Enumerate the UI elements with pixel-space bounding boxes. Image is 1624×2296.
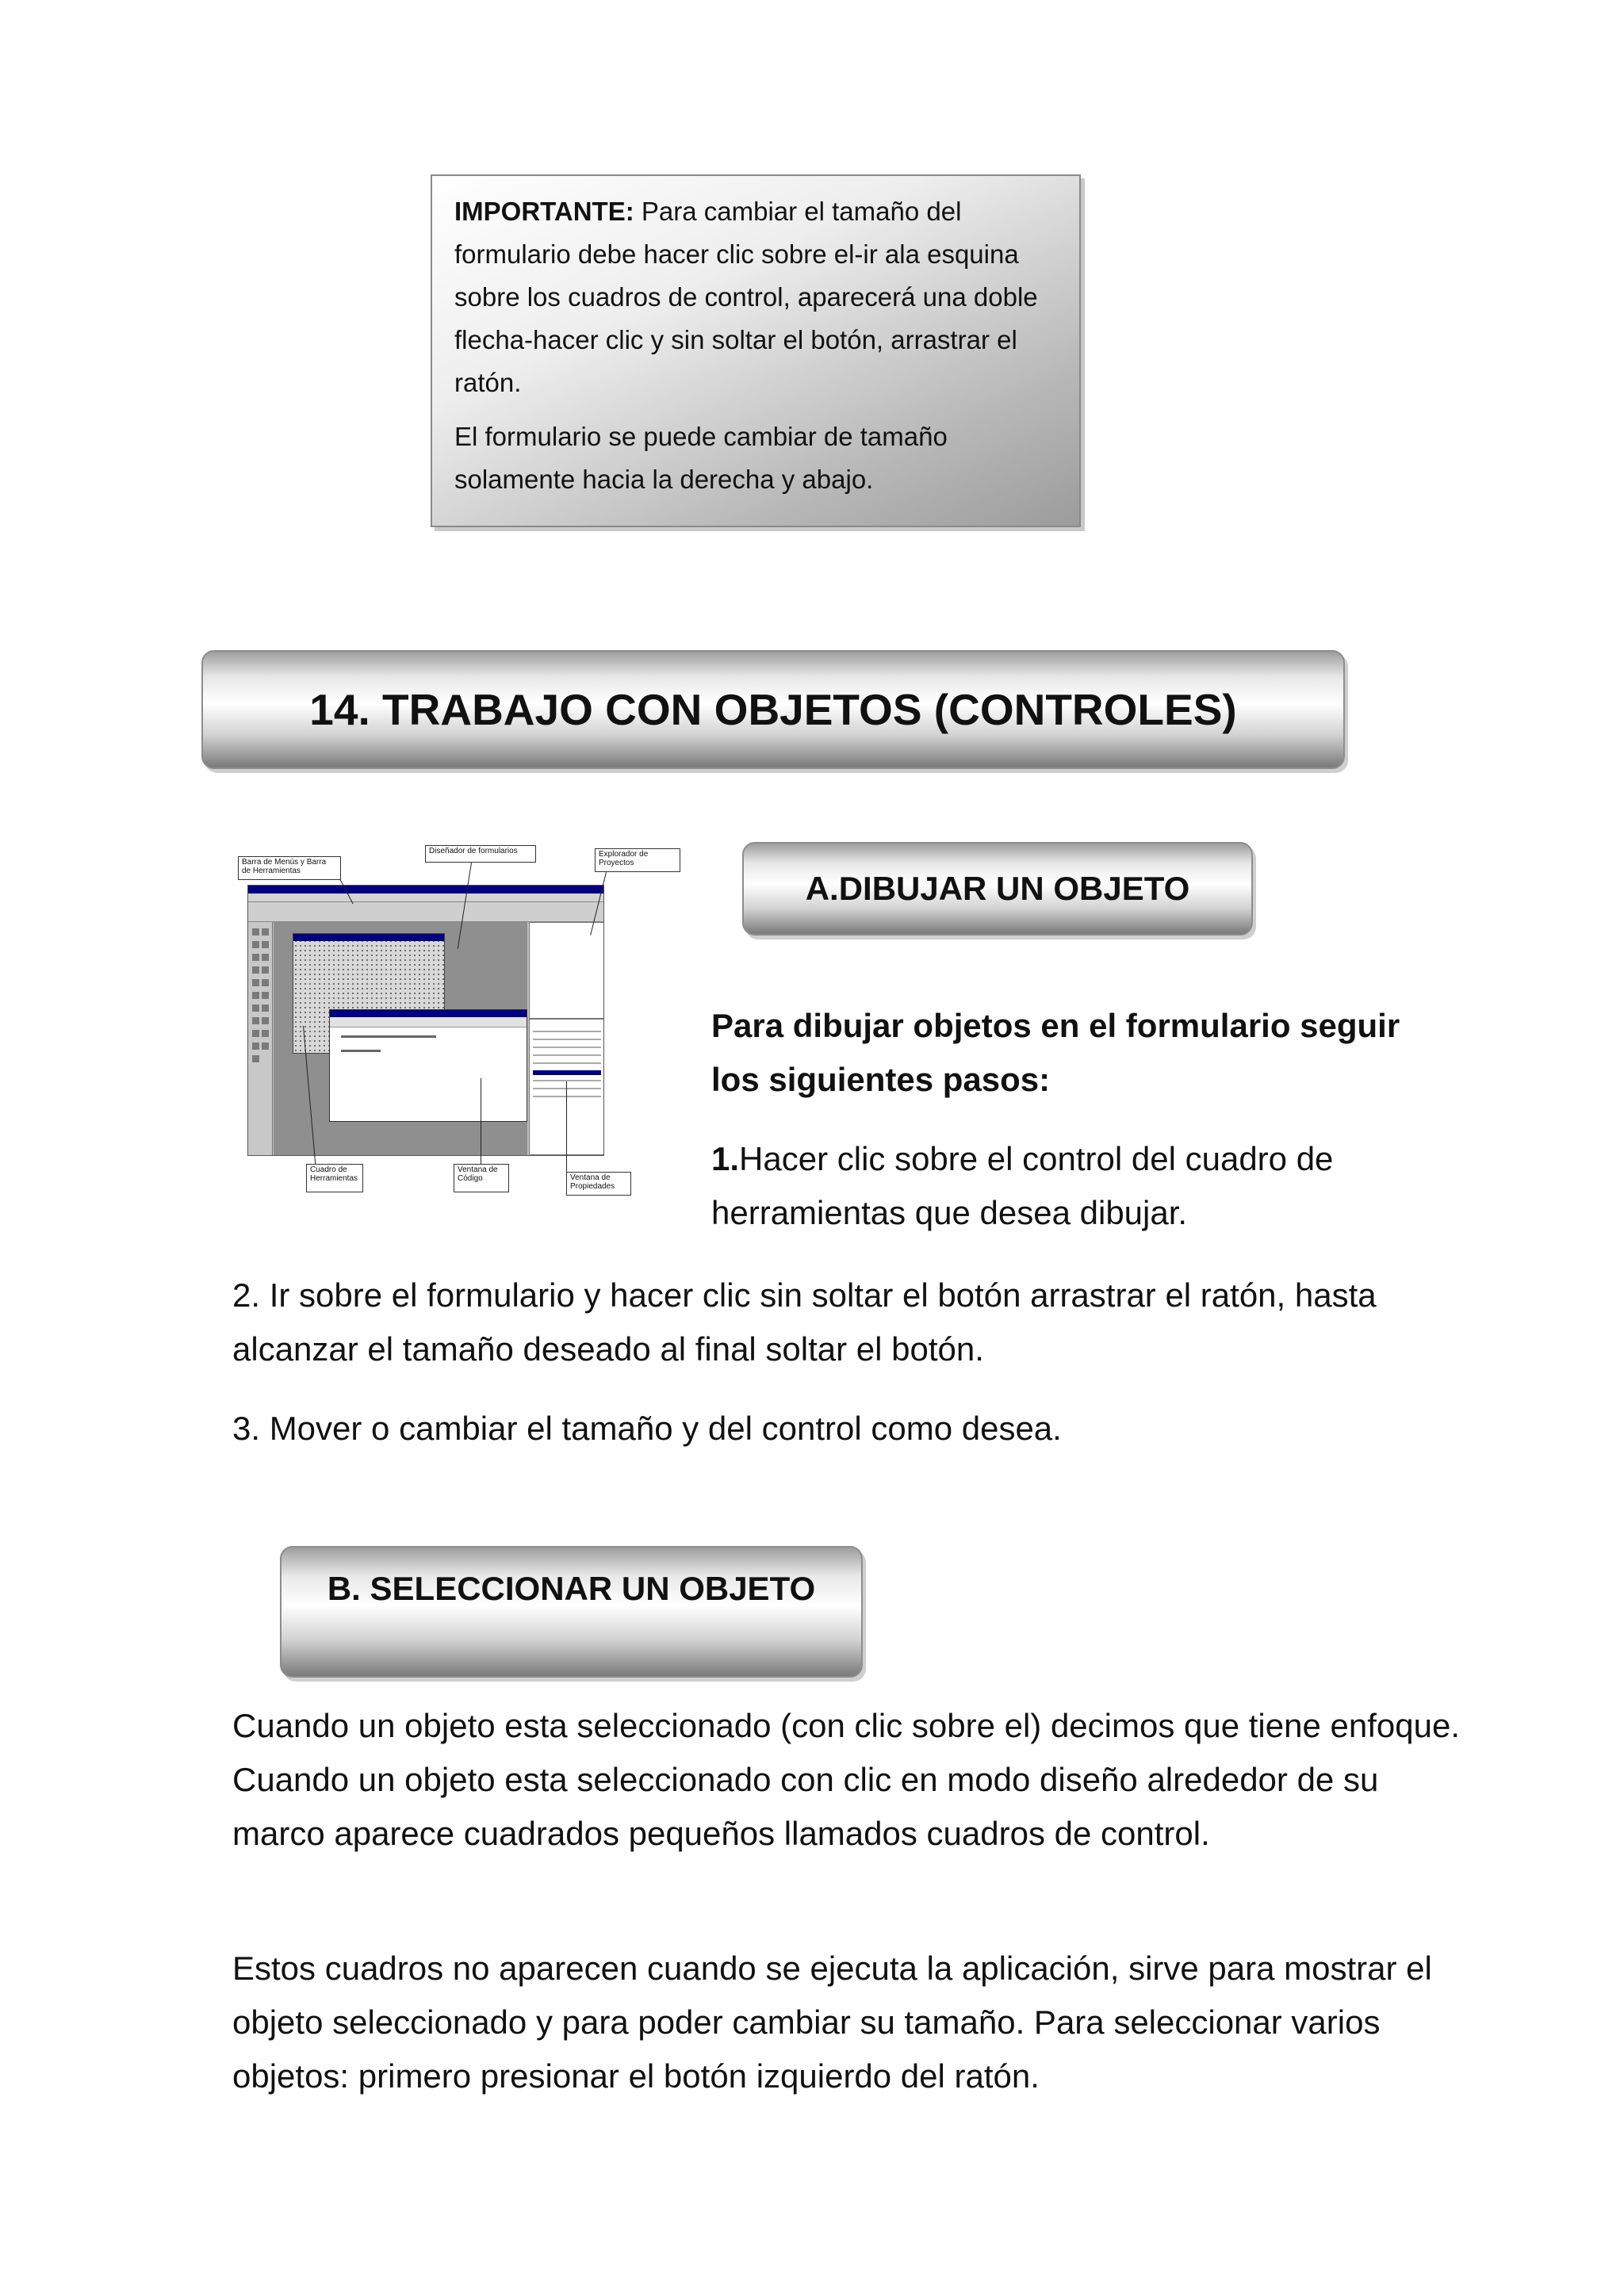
toolbox-checkbox-icon <box>252 966 259 974</box>
toolbox-image-icon <box>252 1043 259 1050</box>
vb-ide-screenshot <box>233 840 685 1197</box>
callout-toolbox: Cuadro de Herramientas <box>306 1164 363 1192</box>
toolbox-textbox-icon <box>262 941 269 948</box>
select-paragraph-1: Cuando un objeto esta seleccionado (con clic sobre el) decimos que tiene enfoque. Cuando un objeto esta seleccionado con clic en modo diseño alrededor de su marco aparece cuadrados pequeños llamados cuadros de control. <box>232 1707 1460 1852</box>
draw-intro-text: Para dibujar objetos en el formulario seguir los siguientes pasos: <box>711 1007 1400 1098</box>
toolbox-data-icon <box>262 1043 269 1050</box>
toolbox-vscroll-icon <box>262 992 269 999</box>
select-paragraph-2: Estos cuadros no aparecen cuando se ejecuta la aplicación, sirve para mostrar el objeto seleccionado y para poder cambiar su tamaño. Para seleccionar varios objetos: primero presionar el botón izquierdo del ratón. <box>232 1950 1432 2095</box>
callout-properties-window: Ventana de Propiedades <box>566 1172 631 1196</box>
props-row <box>533 1088 601 1089</box>
props-row <box>533 1039 601 1040</box>
props-row <box>533 1054 601 1056</box>
callout-code-window: Ventana de Código <box>454 1164 509 1192</box>
code-line <box>341 1050 381 1052</box>
ide-title-bar <box>248 886 603 894</box>
props-row <box>533 1096 601 1097</box>
leader-line <box>566 1081 567 1173</box>
callout-menu-toolbar: Barra de Menús y Barra de Herramientas <box>238 856 341 880</box>
code-selector-bar <box>330 1017 527 1027</box>
toolbox-pointer-icon <box>252 928 259 936</box>
form-title-bar <box>293 934 444 941</box>
subsection-a-banner: A.DIBUJAR UN OBJETO <box>742 842 1253 936</box>
toolbox-option-icon <box>262 966 269 974</box>
code-title-bar <box>330 1010 527 1017</box>
note-paragraph-2: El formulario se puede cambiar de tamaño solamente hacia la derecha y abajo. <box>454 422 948 494</box>
subsection-b-banner: B. SELECCIONAR UN OBJETO <box>280 1546 863 1678</box>
draw-step-1 <box>711 1132 1425 1240</box>
step-1-number: 1. <box>711 1140 740 1177</box>
ide-menu-bar <box>248 894 603 902</box>
note-label: IMPORTANTE: <box>454 197 634 226</box>
toolbox-frame-icon <box>252 954 259 961</box>
note-text: Para cambiar el tamaño del formulario debe hacer clic sobre el-ir ala esquina sobre los cuadros de control, aparecerá una doble flecha-hacer clic y sin soltar el botón, arrastrar el ratón. <box>454 197 1038 397</box>
project-explorer-panel <box>529 922 604 1019</box>
toolbox-hscroll-icon <box>252 992 259 999</box>
toolbox-timer-icon <box>252 1004 259 1012</box>
draw-step-3: 3. Mover o cambiar el tamaño y del control como desea. <box>232 1410 1062 1447</box>
ide-toolbar <box>248 902 603 922</box>
props-selected-row <box>533 1070 601 1075</box>
toolbox-drive-icon <box>262 1004 269 1012</box>
important-note-box <box>431 174 1081 527</box>
section-title-banner: 14. TRABAJO CON OBJETOS (CONTROLES) <box>201 650 1345 769</box>
callout-form-designer: Diseñador de formularios <box>425 845 536 863</box>
step-1-text: Hacer clic sobre el control del cuadro de herramientas que desea dibujar. <box>711 1140 1334 1231</box>
props-row <box>533 1062 601 1064</box>
toolbox-file-icon <box>262 1017 269 1024</box>
toolbox-button-icon <box>262 954 269 961</box>
draw-step-2: 2. Ir sobre el formulario y hacer clic sin soltar el botón arrastrar el ratón, hasta alcanzar el tamaño deseado al final soltar el botón. <box>232 1276 1377 1368</box>
code-window <box>329 1009 527 1122</box>
props-row <box>533 1047 601 1048</box>
props-row <box>533 1031 601 1032</box>
toolbox-line-icon <box>262 1030 269 1037</box>
toolbox-combo-icon <box>252 979 259 986</box>
note-paragraph <box>454 190 1057 404</box>
toolbox-ole-icon <box>252 1055 259 1062</box>
toolbox-dir-icon <box>252 1017 259 1024</box>
toolbox-picture-icon <box>262 928 269 936</box>
toolbox-shape-icon <box>252 1030 259 1037</box>
callout-project-explorer: Explorador de Proyectos <box>595 848 680 872</box>
ide-toolbox-panel <box>248 922 273 1155</box>
props-row <box>533 1080 601 1081</box>
code-line <box>341 1035 436 1038</box>
ide-window <box>247 885 604 1156</box>
toolbox-label-icon <box>252 941 259 948</box>
toolbox-list-icon <box>262 979 269 986</box>
